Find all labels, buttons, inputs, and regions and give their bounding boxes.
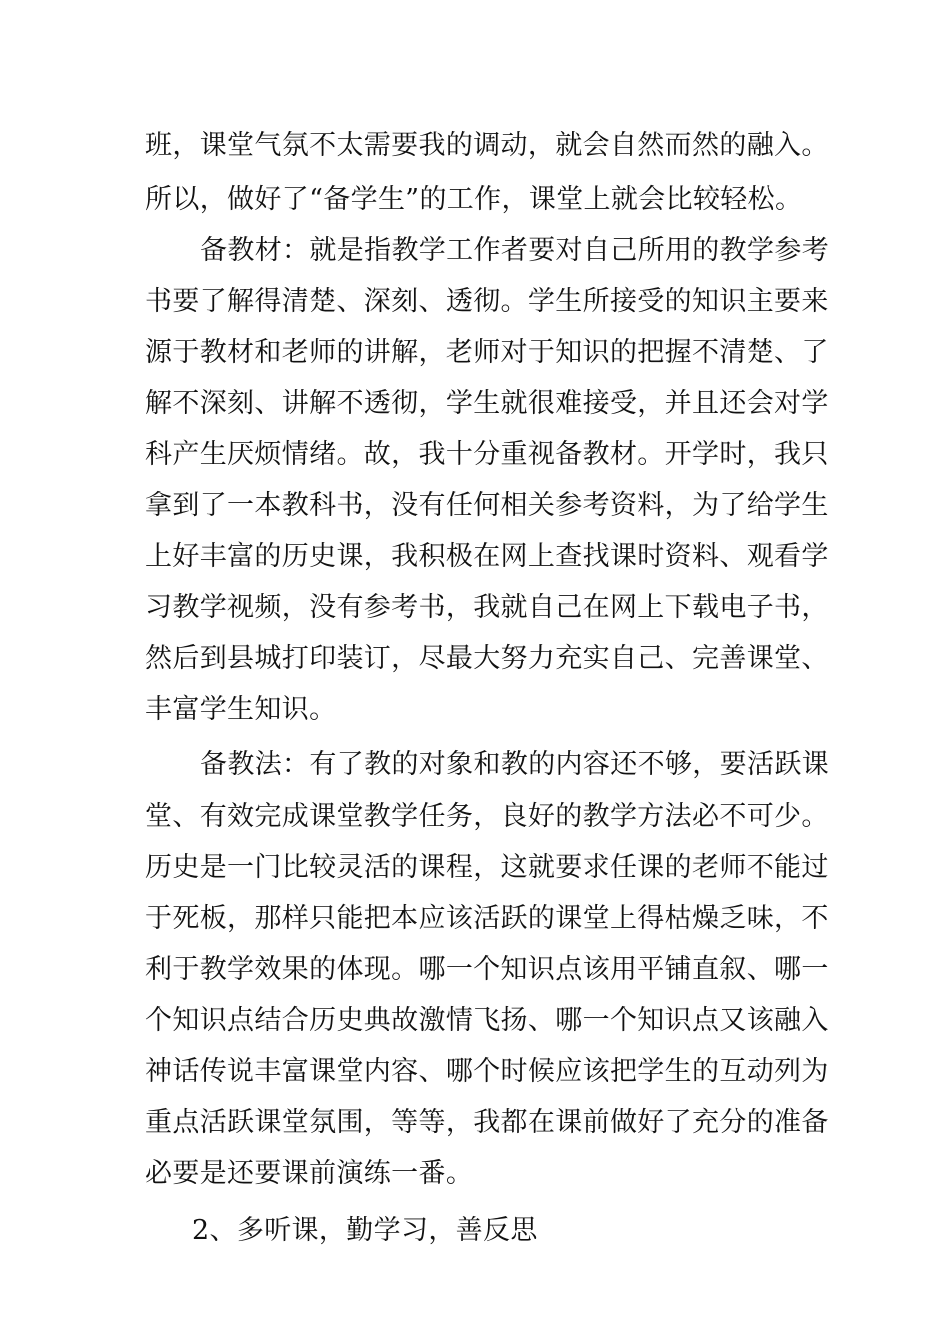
text-line: 丰富学生知识。 <box>145 694 337 725</box>
text-line: 神话传说丰富课堂内容、哪个时候应该把学生的互动列为 <box>145 1056 829 1087</box>
text-line: 源于教材和老师的讲解，老师对于知识的把握不清楚、了 <box>145 337 829 368</box>
section-heading: 2、多听课，勤学习，善反思 <box>192 1215 538 1246</box>
text-line: 必要是还要课前演练一番。 <box>145 1158 474 1189</box>
text-line: 然后到县城打印装订，尽最大努力充实自己、完善课堂、 <box>145 643 829 674</box>
text-line: 利于教学效果的体现。哪一个知识点该用平铺直叙、哪一 <box>145 954 829 985</box>
text-line: 堂、有效完成课堂教学任务，良好的教学方法必不可少。 <box>145 801 829 832</box>
text-line: 科产生厌烦情绪。故，我十分重视备教材。开学时，我只 <box>145 439 829 470</box>
text-line: 历史是一门比较灵活的课程，这就要求任课的老师不能过 <box>145 852 829 883</box>
text-line: 解不深刻、讲解不透彻，学生就很难接受，并且还会对学 <box>145 388 829 419</box>
text-line: 所以，做好了“备学生”的工作，课堂上就会比较轻松。 <box>145 184 803 215</box>
text-line: 习教学视频，没有参考书，我就自己在网上下载电子书， <box>145 592 829 623</box>
paragraph-start-line: 备教材：就是指教学工作者要对自己所用的教学参考 <box>200 235 830 266</box>
text-line: 班，课堂气氛不太需要我的调动，就会自然而然的融入。 <box>145 130 829 161</box>
text-line: 个知识点结合历史典故激情飞扬、哪一个知识点又该融入 <box>145 1005 829 1036</box>
text-line: 于死板，那样只能把本应该活跃的课堂上得枯燥乏味，不 <box>145 903 829 934</box>
paragraph-start-line: 备教法：有了教的对象和教的内容还不够，要活跃课 <box>200 749 830 780</box>
text-line: 上好丰富的历史课，我积极在网上查找课时资料、观看学 <box>145 541 829 572</box>
text-line: 拿到了一本教科书，没有任何相关参考资料，为了给学生 <box>145 490 829 521</box>
text-line: 书要了解得清楚、深刻、透彻。学生所接受的知识主要来 <box>145 286 829 317</box>
text-line: 重点活跃课堂氛围，等等，我都在课前做好了充分的准备 <box>145 1107 829 1138</box>
